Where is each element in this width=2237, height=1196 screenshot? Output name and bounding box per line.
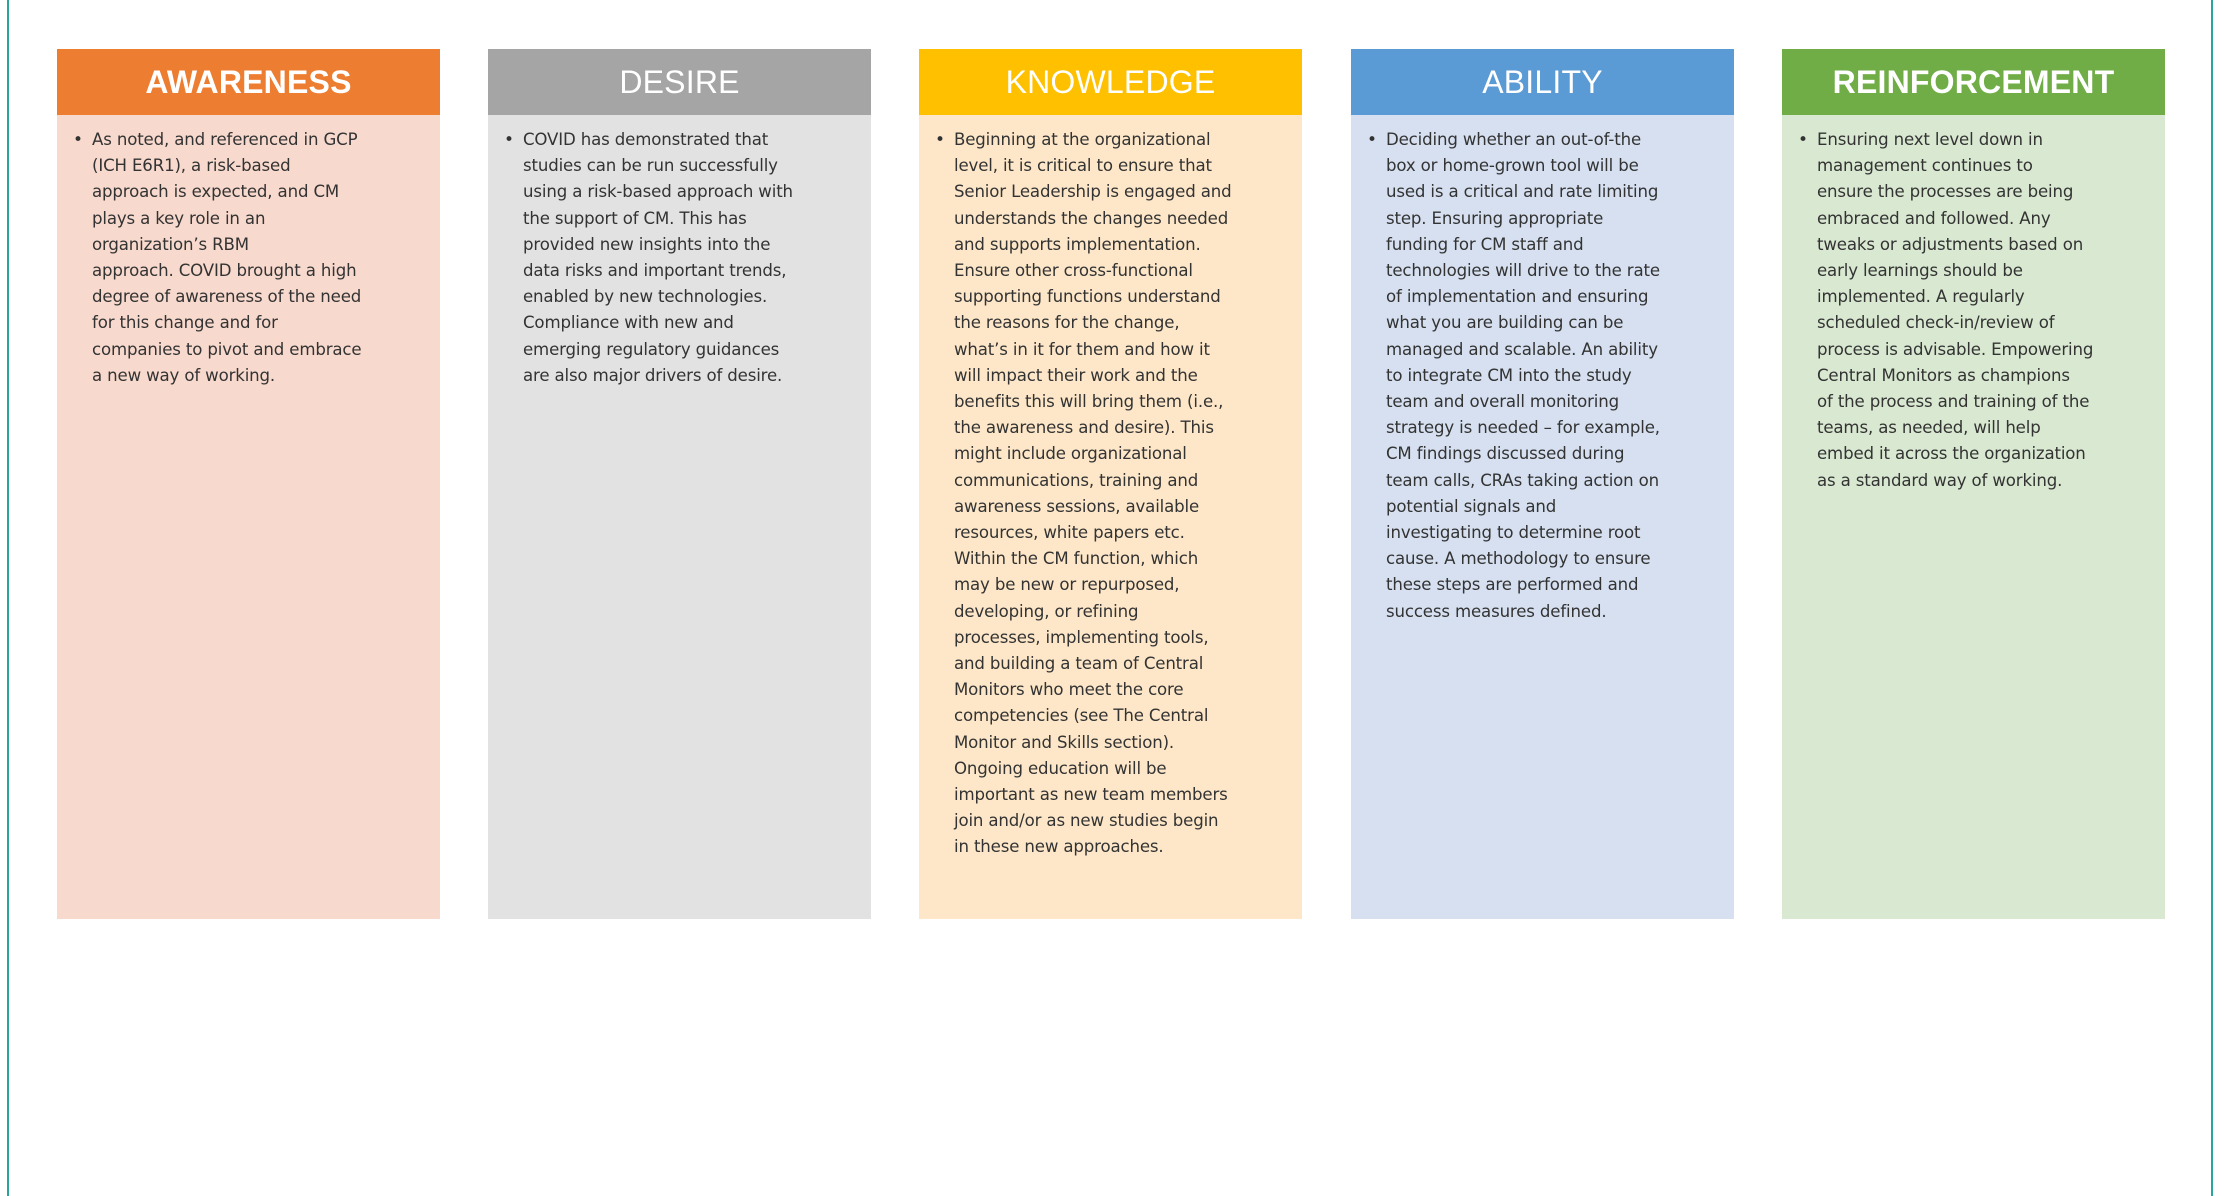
column-header-ability: ABILITY [1351, 49, 1734, 115]
bullet-icon: • [1367, 130, 1378, 150]
bullet-item [1367, 127, 1714, 625]
column-text-knowledge: Beginning at the organizational level, it is critical to ensure that Senior Leadership is engaged and understands the changes needed and supports implementation. Ensure other cross-functional supporting functions understand the reasons for the change, what’s in it for them and how it will impact their work and the benefits this will bring them (i.e., the awareness and desire). This might include organizational communications, training and awareness sessions, available resources, white papers etc. Within the CM function, which may be new or repurposed, developing, or refining processes, implementing tools, and building a team of Central Monitors who meet the core competencies (see The Central Monitor and Skills section). Ongoing education will be important as new team members join and/or as new studies begin in these new approaches. [954, 130, 1232, 857]
column-header-awareness: AWARENESS [57, 49, 440, 115]
column-ability [1351, 49, 1734, 919]
column-header-reinforcement: REINFORCEMENT [1782, 49, 2165, 115]
bullet-icon: • [73, 130, 84, 150]
column-body-reinforcement [1782, 115, 2165, 919]
column-text-ability: Deciding whether an out-of-the box or home-grown tool will be used is a critical and rate limiting step. Ensuring appropriate funding for CM staff and technologies will drive to the rate of implementation and ensuring what you are building can be managed and scalable. An ability to integrate CM into the study team and overall monitoring strategy is needed – for example, CM findings discussed during team calls, CRAs taking action on potential signals and investigating to determine root cause. A methodology to ensure these steps are performed and success measures defined. [1386, 130, 1660, 621]
column-desire [488, 49, 871, 919]
column-awareness [57, 49, 440, 919]
column-body-desire [488, 115, 871, 919]
column-header-knowledge: KNOWLEDGE [919, 49, 1302, 115]
column-text-awareness: As noted, and referenced in GCP (ICH E6R1), a risk-based approach is expected, and CM plays a key role in an organization’s RBM approach. COVID brought a high degree of awareness of the need for this change and for companies to pivot and embrace a new way of working. [92, 130, 362, 385]
bullet-icon: • [1798, 130, 1809, 150]
bullet-item [935, 127, 1282, 861]
column-text-reinforcement: Ensuring next level down in management continues to ensure the processes are being embraced and followed. Any tweaks or adjustments based on early learnings should be implemented. A regularly scheduled check-in/review of process is advisable. Empowering Central Monitors as champions of the process and training of the teams, as needed, will help embed it across the organization as a standard way of working. [1817, 130, 2094, 490]
bullet-item [73, 127, 420, 389]
bullet-item [1798, 127, 2145, 494]
column-knowledge [919, 49, 1302, 919]
frame-right-border [2211, 0, 2213, 1196]
column-body-knowledge [919, 115, 1302, 919]
bullet-icon: • [935, 130, 946, 150]
column-header-desire: DESIRE [488, 49, 871, 115]
bullet-item [504, 127, 851, 389]
bullet-icon: • [504, 130, 515, 150]
column-body-ability [1351, 115, 1734, 919]
column-text-desire: COVID has demonstrated that studies can be run successfully using a risk-based approach with the support of CM. This has provided new insights into the data risks and important trends, enabled by new technologies. Compliance with new and emerging regulatory guidances are also major drivers of desire. [523, 130, 793, 385]
column-reinforcement [1782, 49, 2165, 919]
adkar-columns [57, 49, 2165, 919]
frame-left-border [7, 0, 9, 1196]
column-body-awareness [57, 115, 440, 919]
